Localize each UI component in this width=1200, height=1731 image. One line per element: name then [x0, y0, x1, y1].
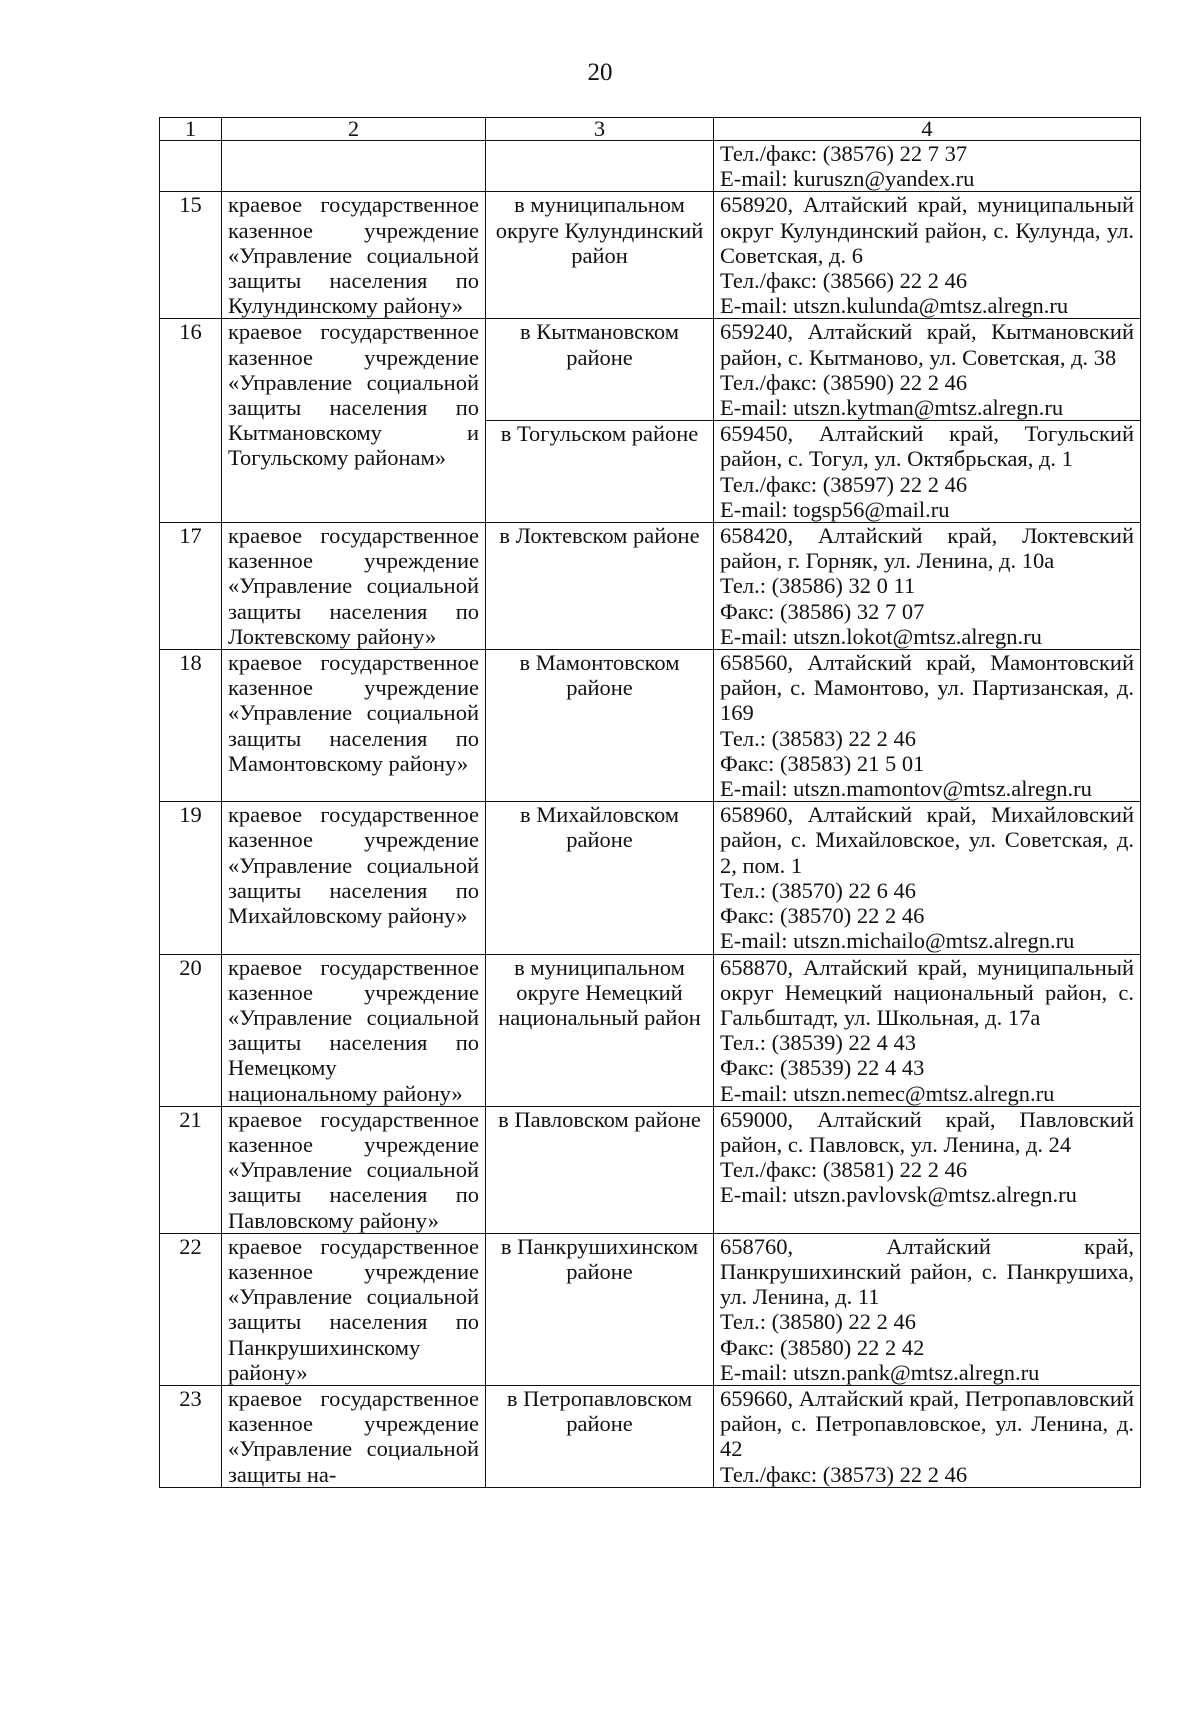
contact-line: 658870, Алтайский край, муниципальный округ Немецкий национальный район, с. Гальбштадт, ул. Школьная, д. 17а	[720, 954, 1134, 1030]
contact-line: E-mail: kuruszn@yandex.ru	[720, 166, 975, 192]
contact-line: E-mail: utszn.kulunda@mtsz.alregn.ru	[720, 293, 1069, 319]
table-row	[160, 192, 1141, 319]
contact-cell	[714, 319, 1141, 421]
contact-line: E-mail: utszn.pavlovsk@mtsz.alregn.ru	[720, 1182, 1077, 1208]
contact-cell	[714, 523, 1141, 650]
column-number: 1	[160, 118, 222, 141]
contact-cell	[714, 141, 1141, 192]
service-area	[486, 141, 714, 192]
column-number: 3	[486, 118, 714, 141]
table-body	[160, 141, 1141, 1488]
row-number: 16	[160, 319, 222, 523]
contact-line: Тел./факс: (38566) 22 2 46	[720, 268, 968, 294]
contact-line: E-mail: togsp56@mail.ru	[720, 496, 950, 522]
contact-line: Тел./факс: (38581) 22 2 46	[720, 1157, 968, 1183]
service-area: в муниципальном округе Кулундинский район	[486, 192, 714, 319]
contact-line: 658960, Алтайский край, Михайловский район, с. Михайловское, ул. Советская, д. 2, пом. 1	[720, 802, 1134, 878]
page-number: 20	[587, 59, 613, 86]
contact-line: E-mail: utszn.michailo@mtsz.alregn.ru	[720, 928, 1075, 954]
table-row	[160, 1233, 1141, 1385]
contact-cell	[714, 192, 1141, 319]
service-area: в Михайловском районе	[486, 802, 714, 954]
contact-line: Тел.: (38583) 22 2 46	[720, 725, 916, 751]
service-area: в Павловском районе	[486, 1106, 714, 1233]
contact-cell	[714, 802, 1141, 954]
contact-line: E-mail: utszn.pank@mtsz.alregn.ru	[720, 1359, 1040, 1385]
contact-line: E-mail: utszn.nemec@mtsz.alregn.ru	[720, 1080, 1055, 1106]
service-area: в Локтевском районе	[486, 523, 714, 650]
contact-line: Факс: (38586) 32 7 07	[720, 598, 925, 624]
contact-line: 658420, Алтайский край, Локтевский район, г. Горняк, ул. Ленина, д. 10а	[720, 523, 1134, 574]
organization-name	[222, 141, 486, 192]
row-number: 19	[160, 802, 222, 954]
contact-line: Тел./факс: (38590) 22 2 46	[720, 369, 968, 395]
table-row	[160, 319, 1141, 421]
institutions-table	[159, 117, 1141, 1488]
contact-line: Тел./факс: (38573) 22 2 46	[720, 1461, 968, 1487]
contact-line: Тел.: (38539) 22 4 43	[720, 1030, 916, 1056]
contact-line: Тел.: (38570) 22 6 46	[720, 877, 916, 903]
service-area: в Панкрушихинском районе	[486, 1233, 714, 1385]
contact-line: 658920, Алтайский край, муниципальный округ Кулундинский район, с. Кулунда, ул. Советская, д. 6	[720, 192, 1134, 268]
column-number: 4	[714, 118, 1141, 141]
contact-cell	[714, 954, 1141, 1106]
organization-name: краевое государственное казенное учреждение «Управление социальной защиты населения по Кулундинскому району»	[222, 192, 486, 319]
contact-line: 659660, Алтайский край, Петропавловский район, с. Петропавловское, ул. Ленина, д. 42	[720, 1385, 1134, 1462]
table-row	[160, 802, 1141, 954]
contact-line: 659240, Алтайский край, Кытмановский район, с. Кытманово, ул. Советская, д. 38	[720, 319, 1134, 370]
row-number: 20	[160, 954, 222, 1106]
row-number: 23	[160, 1385, 222, 1487]
row-number: 22	[160, 1233, 222, 1385]
service-area: в Кытмановском районе	[486, 319, 714, 421]
contact-cell	[714, 1233, 1141, 1385]
table-row	[160, 1385, 1141, 1487]
contact-line: E-mail: utszn.lokot@mtsz.alregn.ru	[720, 623, 1042, 649]
service-area: в Тогульском районе	[486, 421, 714, 523]
row-number: 18	[160, 650, 222, 802]
organization-name: краевое государственное казенное учреждение «Управление социальной защиты населения по Немецкому национальному району»	[222, 954, 486, 1106]
table-row	[160, 523, 1141, 650]
contact-line: Факс: (38583) 21 5 01	[720, 750, 925, 776]
contact-line: Факс: (38570) 22 2 46	[720, 903, 925, 929]
contact-line: E-mail: utszn.kytman@mtsz.alregn.ru	[720, 395, 1064, 421]
service-area: в Петропавловском районе	[486, 1385, 714, 1487]
row-number: 21	[160, 1106, 222, 1233]
row-number	[160, 141, 222, 192]
organization-name: краевое государственное казенное учреждение «Управление социальной защиты населения по Мамонтовскому району»	[222, 650, 486, 802]
table-row	[160, 650, 1141, 802]
contact-line: Факс: (38580) 22 2 42	[720, 1334, 925, 1360]
contact-line: Тел./факс: (38576) 22 7 37	[720, 141, 968, 166]
column-number: 2	[222, 118, 486, 141]
organization-name: краевое государственное казенное учреждение «Управление социальной защиты населения по Кытмановскому и Тогульскому районам»	[222, 319, 486, 523]
organization-name: краевое государственное казенное учреждение «Управление социальной защиты населения по Панкрушихинскому району»	[222, 1233, 486, 1385]
organization-name: краевое государственное казенное учреждение «Управление социальной защиты населения по Михайловскому району»	[222, 802, 486, 954]
organization-name: краевое государственное казенное учреждение «Управление социальной защиты населения по Локтевскому району»	[222, 523, 486, 650]
table-row	[160, 141, 1141, 192]
contact-line: Тел.: (38586) 32 0 11	[720, 573, 916, 599]
row-number: 17	[160, 523, 222, 650]
contact-cell	[714, 421, 1141, 523]
table-row	[160, 954, 1141, 1106]
contact-line: 659000, Алтайский край, Павловский район, с. Павловск, ул. Ленина, д. 24	[720, 1106, 1134, 1157]
contact-line: Тел./факс: (38597) 22 2 46	[720, 471, 968, 497]
contact-line: 658560, Алтайский край, Мамонтовский район, с. Мамонтово, ул. Партизанская, д. 169	[720, 650, 1134, 726]
service-area: в муниципальном округе Немецкий национальный район	[486, 954, 714, 1106]
contact-line: 658760, Алтайский край, Панкрушихинский район, с. Панкрушиха, ул. Ленина, д. 11	[720, 1233, 1134, 1310]
column-number-row	[160, 118, 1141, 141]
service-area: в Мамонтовском районе	[486, 650, 714, 802]
contact-cell	[714, 1385, 1141, 1487]
contact-cell	[714, 650, 1141, 802]
contact-line: Тел.: (38580) 22 2 46	[720, 1309, 916, 1335]
contact-line: E-mail: utszn.mamontov@mtsz.alregn.ru	[720, 776, 1092, 802]
organization-name: краевое государственное казенное учреждение «Управление социальной защиты на-	[222, 1385, 486, 1487]
organization-name: краевое государственное казенное учреждение «Управление социальной защиты населения по Павловскому району»	[222, 1106, 486, 1233]
table-row	[160, 1106, 1141, 1233]
contact-line: Факс: (38539) 22 4 43	[720, 1055, 925, 1081]
contact-line: 659450, Алтайский край, Тогульский район, с. Тогул, ул. Октябрьская, д. 1	[720, 421, 1134, 472]
contact-cell	[714, 1106, 1141, 1233]
row-number: 15	[160, 192, 222, 319]
